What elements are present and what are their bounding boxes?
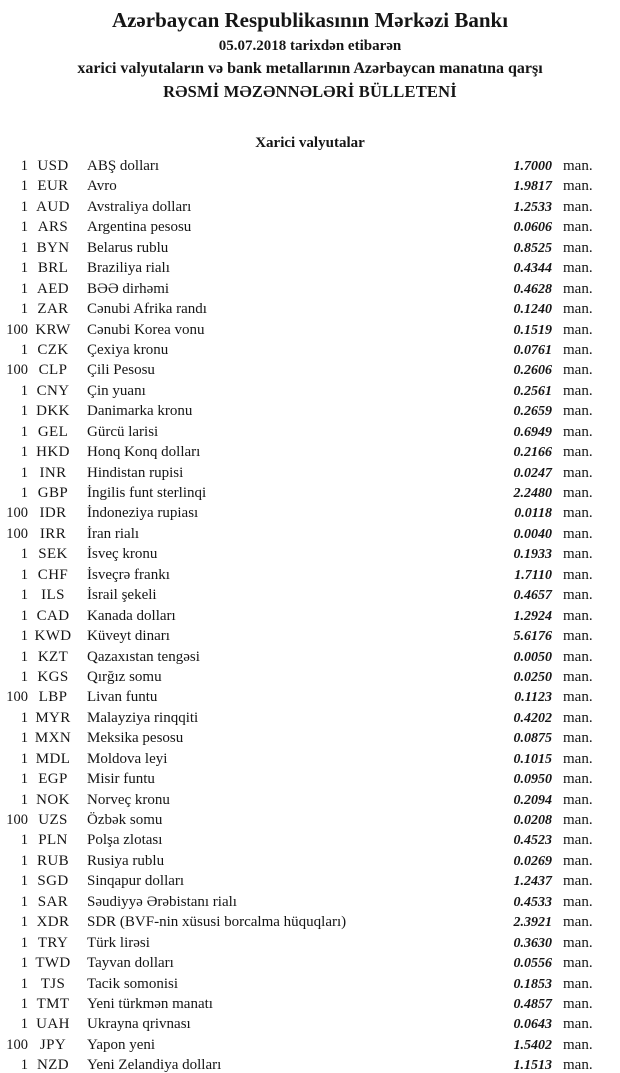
rate-row: [0, 442, 620, 462]
unit-label: man.: [563, 607, 593, 624]
rate-row: [0, 585, 620, 605]
unit-label: man.: [563, 423, 593, 440]
currency-name: Danimarka kronu: [87, 403, 193, 420]
quantity: 1: [20, 628, 28, 645]
currency-code: JPY: [39, 1036, 67, 1053]
rate-value: 0.0643: [513, 1017, 552, 1033]
unit-label: man.: [563, 260, 593, 277]
unit-label: man.: [563, 403, 593, 420]
unit-label: man.: [563, 873, 593, 890]
rate-row: [0, 217, 620, 237]
currency-name: Çexiya kronu: [87, 341, 169, 358]
unit-label: man.: [563, 648, 593, 665]
currency-code: MYR: [35, 709, 71, 726]
rate-row: [0, 524, 620, 544]
currency-code: RUB: [36, 852, 70, 869]
unit-label: man.: [563, 975, 593, 992]
rate-value: 0.4523: [513, 833, 552, 849]
quantity: 100: [6, 525, 28, 542]
rate-value: 1.1513: [513, 1058, 552, 1073]
rate-value: 0.1123: [514, 690, 552, 706]
currency-name: Qazaxıstan tengəsi: [87, 648, 200, 665]
rate-value: 0.0118: [514, 506, 552, 522]
quantity: 1: [20, 893, 28, 910]
rate-row: [0, 994, 620, 1014]
currency-name: İndoneziya rupiası: [87, 505, 199, 522]
currency-name: Özbək somu: [87, 812, 163, 828]
quantity: 1: [20, 873, 28, 890]
quantity: 1: [20, 587, 28, 604]
currency-code: AED: [36, 280, 70, 297]
currency-code: PLN: [38, 832, 68, 849]
currency-code: SGD: [37, 873, 69, 890]
rate-row: [0, 749, 620, 769]
rate-value: 1.9817: [513, 179, 552, 195]
rate-row: [0, 728, 620, 748]
rate-value: 0.4857: [513, 996, 552, 1012]
rate-value: 1.7000: [513, 159, 552, 174]
quantity: 1: [20, 852, 28, 869]
rate-value: 0.0250: [513, 669, 552, 685]
quantity: 1: [20, 607, 28, 624]
currency-code: CNY: [36, 382, 70, 399]
unit-label: man.: [563, 1057, 593, 1073]
unit-label: man.: [563, 280, 593, 297]
currency-name: Küveyt dinarı: [87, 628, 170, 645]
bank-name-title: Azərbaycan Respublikasının Mərkəzi Bankı: [111, 8, 509, 32]
rate-value: 0.6949: [513, 424, 552, 440]
currency-code: INR: [39, 464, 67, 481]
currency-name: Yeni Zelandiya dolları: [87, 1057, 222, 1073]
rate-value: 0.0761: [513, 342, 552, 358]
unit-label: man.: [563, 301, 593, 318]
currency-name: Livan funtu: [87, 689, 158, 706]
unit-label: man.: [563, 198, 593, 215]
currency-name: Kanada dolları: [87, 607, 176, 624]
currency-code: TJS: [40, 975, 66, 992]
rate-value: 0.4657: [513, 588, 552, 604]
currency-name: Avro: [87, 178, 117, 195]
currency-name: Argentina pesosu: [87, 219, 192, 236]
rate-row: [0, 503, 620, 523]
quantity: 1: [20, 668, 28, 685]
rate-value: 0.2094: [513, 792, 552, 808]
currency-code: TRY: [37, 934, 69, 951]
unit-label: man.: [563, 689, 593, 706]
rate-value: 1.5402: [513, 1037, 552, 1053]
rate-row: [0, 258, 620, 278]
currency-code: KWD: [34, 628, 72, 645]
quantity: 1: [20, 403, 28, 420]
unit-label: man.: [563, 341, 593, 358]
quantity: 100: [6, 321, 28, 338]
rate-value: 0.2659: [513, 404, 552, 420]
rate-value: 0.2606: [513, 363, 552, 379]
currency-code: IDR: [39, 505, 67, 522]
quantity: 1: [20, 158, 28, 174]
rate-value: 0.1519: [513, 322, 552, 338]
currency-code: HKD: [36, 444, 70, 461]
unit-label: man.: [563, 362, 593, 379]
quantity: 1: [20, 280, 28, 297]
currency-code: CAD: [36, 607, 70, 624]
quantity: 1: [20, 341, 28, 358]
unit-label: man.: [563, 444, 593, 461]
rate-row: [0, 483, 620, 503]
rate-value: 0.0875: [513, 731, 552, 747]
currency-code: XDR: [36, 914, 70, 931]
currency-name: Səudiyyə Ərəbistanı rialı: [87, 893, 237, 910]
quantity: 1: [20, 301, 28, 318]
quantity: 1: [20, 791, 28, 808]
currency-code: NZD: [36, 1057, 70, 1073]
rate-row: [0, 974, 620, 994]
section-title-foreign-currencies: Xarici valyutalar: [255, 135, 365, 151]
unit-label: man.: [563, 628, 593, 645]
rate-row: [0, 197, 620, 217]
rate-row: [0, 912, 620, 932]
quantity: 100: [6, 689, 28, 706]
unit-label: man.: [563, 566, 593, 583]
quantity: 100: [6, 1036, 28, 1053]
currency-code: MDL: [35, 750, 71, 767]
rate-row: [0, 810, 620, 830]
unit-label: man.: [563, 852, 593, 869]
quantity: 1: [20, 832, 28, 849]
currency-name: Yeni türkmən manatı: [87, 995, 213, 1012]
currency-name: İsveçrə frankı: [87, 566, 170, 583]
currency-name: Moldova leyi: [87, 750, 168, 767]
quantity: 100: [6, 362, 28, 379]
currency-code: CLP: [38, 362, 68, 379]
currency-name: Misir funtu: [87, 771, 155, 788]
currency-name: Çili Pesosu: [87, 362, 155, 379]
currency-name: Cənubi Korea vonu: [87, 321, 205, 338]
currency-name: Honq Konq dolları: [87, 444, 201, 461]
quantity: 1: [20, 1057, 28, 1073]
rate-row: [0, 708, 620, 728]
unit-label: man.: [563, 812, 593, 828]
unit-label: man.: [563, 668, 593, 685]
rate-value: 1.7110: [514, 567, 552, 583]
currency-name: Ukrayna qrivnası: [87, 1016, 191, 1033]
currency-name: Avstraliya dolları: [87, 198, 192, 215]
unit-label: man.: [563, 219, 593, 236]
currency-code: UAH: [36, 1016, 70, 1033]
quantity: 1: [20, 546, 28, 563]
unit-label: man.: [563, 730, 593, 747]
currency-code: KZT: [37, 648, 69, 665]
rate-row: [0, 238, 620, 258]
currency-code: GEL: [37, 423, 69, 440]
quantity: 1: [20, 709, 28, 726]
currency-name: Meksika pesosu: [87, 730, 184, 747]
rate-row: [0, 830, 620, 850]
quantity: 1: [20, 260, 28, 277]
currency-code: BRL: [37, 260, 69, 277]
quantity: 1: [20, 995, 28, 1012]
quantity: 1: [20, 914, 28, 931]
currency-name: Hindistan rupisi: [87, 464, 184, 481]
currency-name: SDR (BVF-nin xüsusi borcalma hüquqları): [87, 914, 347, 931]
rate-row: [0, 463, 620, 483]
unit-label: man.: [563, 832, 593, 849]
currency-name: ABŞ dolları: [87, 158, 160, 174]
quantity: 1: [20, 178, 28, 195]
rate-row: [0, 790, 620, 810]
currency-name: Polşa zlotası: [87, 832, 163, 849]
currency-name: Çin yuanı: [87, 382, 146, 399]
rate-value: 0.4202: [513, 710, 552, 726]
quantity: 1: [20, 219, 28, 236]
unit-label: man.: [563, 178, 593, 195]
effective-date-line: 05.07.2018 tarixdən etibarən: [218, 38, 402, 54]
rate-value: 0.8525: [513, 240, 552, 256]
currency-name: İngilis funt sterlinqi: [87, 485, 207, 501]
rate-value: 0.0606: [513, 220, 552, 236]
rate-row: [0, 953, 620, 973]
quantity: 1: [20, 934, 28, 951]
quantity: 1: [20, 198, 28, 215]
unit-label: man.: [563, 464, 593, 481]
quantity: 1: [20, 444, 28, 461]
currency-code: NOK: [36, 791, 70, 808]
rate-value: 0.4533: [513, 894, 552, 910]
quantity: 1: [20, 648, 28, 665]
currency-code: ARS: [37, 219, 69, 236]
currency-code: KGS: [37, 668, 69, 685]
rate-value: 0.1933: [513, 547, 552, 563]
currency-code: MXN: [34, 730, 72, 747]
quantity: 100: [6, 812, 28, 828]
rate-value: 0.0247: [513, 465, 552, 481]
currency-name: Braziliya rialı: [87, 260, 170, 277]
quantity: 1: [20, 423, 28, 440]
rate-value: 0.0556: [513, 956, 552, 972]
rate-row: [0, 769, 620, 789]
currency-code: IRR: [39, 525, 67, 542]
rate-row: [0, 360, 620, 380]
rate-row: [0, 320, 620, 340]
unit-label: man.: [563, 321, 593, 338]
rate-row: [0, 565, 620, 585]
quantity: 100: [6, 505, 28, 522]
quantity: 1: [20, 1016, 28, 1033]
rate-row: [0, 606, 620, 626]
currency-code: BYN: [36, 239, 70, 256]
currency-name: İran rialı: [87, 525, 140, 542]
unit-label: man.: [563, 587, 593, 604]
rate-row: [0, 933, 620, 953]
currency-name: Cənubi Afrika randı: [87, 301, 207, 318]
currency-code: CHF: [37, 566, 69, 583]
rate-row: [0, 544, 620, 564]
rate-row: [0, 422, 620, 442]
currency-code: KRW: [35, 321, 71, 338]
currency-code: SAR: [37, 893, 69, 910]
quantity: 1: [20, 771, 28, 788]
rate-value: 1.2437: [513, 874, 552, 890]
unit-label: man.: [563, 791, 593, 808]
currency-code: AUD: [36, 198, 70, 215]
currency-name: Gürcü larisi: [87, 423, 159, 440]
rate-value: 2.2480: [513, 486, 552, 501]
currency-code: TMT: [36, 995, 70, 1012]
rate-row: [0, 299, 620, 319]
unit-label: man.: [563, 546, 593, 563]
rate-row: [0, 401, 620, 421]
quantity: 1: [20, 730, 28, 747]
rate-value: 0.0040: [513, 526, 552, 542]
currency-code: SEK: [38, 546, 68, 563]
quantity: 1: [20, 975, 28, 992]
rate-value: 1.2533: [513, 199, 552, 215]
currency-name: BƏƏ dirhəmi: [87, 280, 170, 297]
currency-code: DKK: [36, 403, 70, 420]
unit-label: man.: [563, 750, 593, 767]
rate-value: 0.1853: [513, 976, 552, 992]
quantity: 1: [20, 382, 28, 399]
quantity: 1: [20, 750, 28, 767]
currency-code: USD: [37, 158, 69, 174]
quantity: 1: [20, 239, 28, 256]
currency-name: Rusiya rublu: [87, 852, 165, 869]
rates-table: [0, 156, 620, 1073]
rate-row: [0, 1014, 620, 1034]
rate-value: 0.0269: [513, 853, 552, 869]
unit-label: man.: [563, 771, 593, 788]
quantity: 1: [20, 955, 28, 972]
unit-label: man.: [563, 158, 593, 174]
currency-code: EGP: [38, 771, 68, 788]
rate-value: 0.0050: [513, 649, 552, 665]
rate-row: [0, 892, 620, 912]
unit-label: man.: [563, 934, 593, 951]
currency-code: ZAR: [37, 301, 69, 318]
currency-name: Tayvan dolları: [87, 955, 174, 972]
currency-code: TWD: [35, 955, 71, 972]
bulletin-title: RƏSMİ MƏZƏNNƏLƏRİ BÜLLETENİ: [163, 82, 457, 101]
currency-name: Tacik somonisi: [87, 975, 179, 992]
rate-value: 0.4628: [513, 281, 552, 297]
rate-value: 0.1240: [513, 302, 552, 318]
rate-row: [0, 687, 620, 707]
currency-name: Sinqapur dolları: [87, 873, 185, 890]
currency-name: İsveç kronu: [87, 546, 158, 563]
currency-code: ILS: [41, 587, 65, 604]
rate-row: [0, 381, 620, 401]
rate-row: [0, 340, 620, 360]
rate-value: 0.0950: [513, 772, 552, 788]
rate-row: [0, 279, 620, 299]
currency-code: LBP: [38, 689, 68, 706]
rate-value: 2.3921: [513, 915, 552, 931]
unit-label: man.: [563, 893, 593, 910]
unit-label: man.: [563, 995, 593, 1012]
unit-label: man.: [563, 709, 593, 726]
unit-label: man.: [563, 955, 593, 972]
quantity: 1: [20, 566, 28, 583]
currency-name: Türk lirəsi: [87, 934, 150, 951]
rate-value: 0.3630: [513, 935, 552, 951]
rate-row: [0, 647, 620, 667]
rate-row: [0, 156, 620, 176]
quantity: 1: [20, 485, 28, 501]
rate-row: [0, 176, 620, 196]
unit-label: man.: [563, 525, 593, 542]
currency-name: Norveç kronu: [87, 791, 170, 808]
subject-line: xarici valyutaların və bank metallarının Azərbaycan manatına qarşı: [77, 60, 543, 77]
unit-label: man.: [563, 382, 593, 399]
unit-label: man.: [563, 914, 593, 931]
unit-label: man.: [563, 1016, 593, 1033]
currency-name: İsrail şekeli: [87, 587, 157, 604]
unit-label: man.: [563, 1036, 593, 1053]
currency-name: Malayziya rinqqiti: [87, 709, 199, 726]
currency-code: CZK: [37, 341, 69, 358]
unit-label: man.: [563, 505, 593, 522]
bulletin-header: [0, 0, 620, 103]
quantity: 1: [20, 464, 28, 481]
rate-row: [0, 851, 620, 871]
unit-label: man.: [563, 239, 593, 256]
unit-label: man.: [563, 485, 593, 501]
rate-value: 0.0208: [513, 813, 552, 828]
currency-name: Belarus rublu: [87, 239, 169, 256]
rate-row: [0, 667, 620, 687]
currency-name: Qırğız somu: [87, 668, 162, 685]
rate-value: 0.1015: [513, 751, 552, 767]
currency-name: Yapon yeni: [87, 1036, 156, 1053]
rate-value: 0.4344: [513, 261, 552, 277]
rate-value: 5.6176: [513, 629, 552, 645]
rate-row: [0, 1035, 620, 1055]
rate-row: [0, 871, 620, 891]
rate-row: [0, 626, 620, 646]
rate-value: 0.2561: [513, 383, 552, 399]
currency-code: GBP: [37, 485, 69, 501]
currency-code: EUR: [37, 178, 69, 195]
rate-value: 1.2924: [513, 608, 552, 624]
rate-row: [0, 1055, 620, 1073]
currency-code: UZS: [38, 812, 68, 828]
rate-value: 0.2166: [513, 445, 552, 461]
